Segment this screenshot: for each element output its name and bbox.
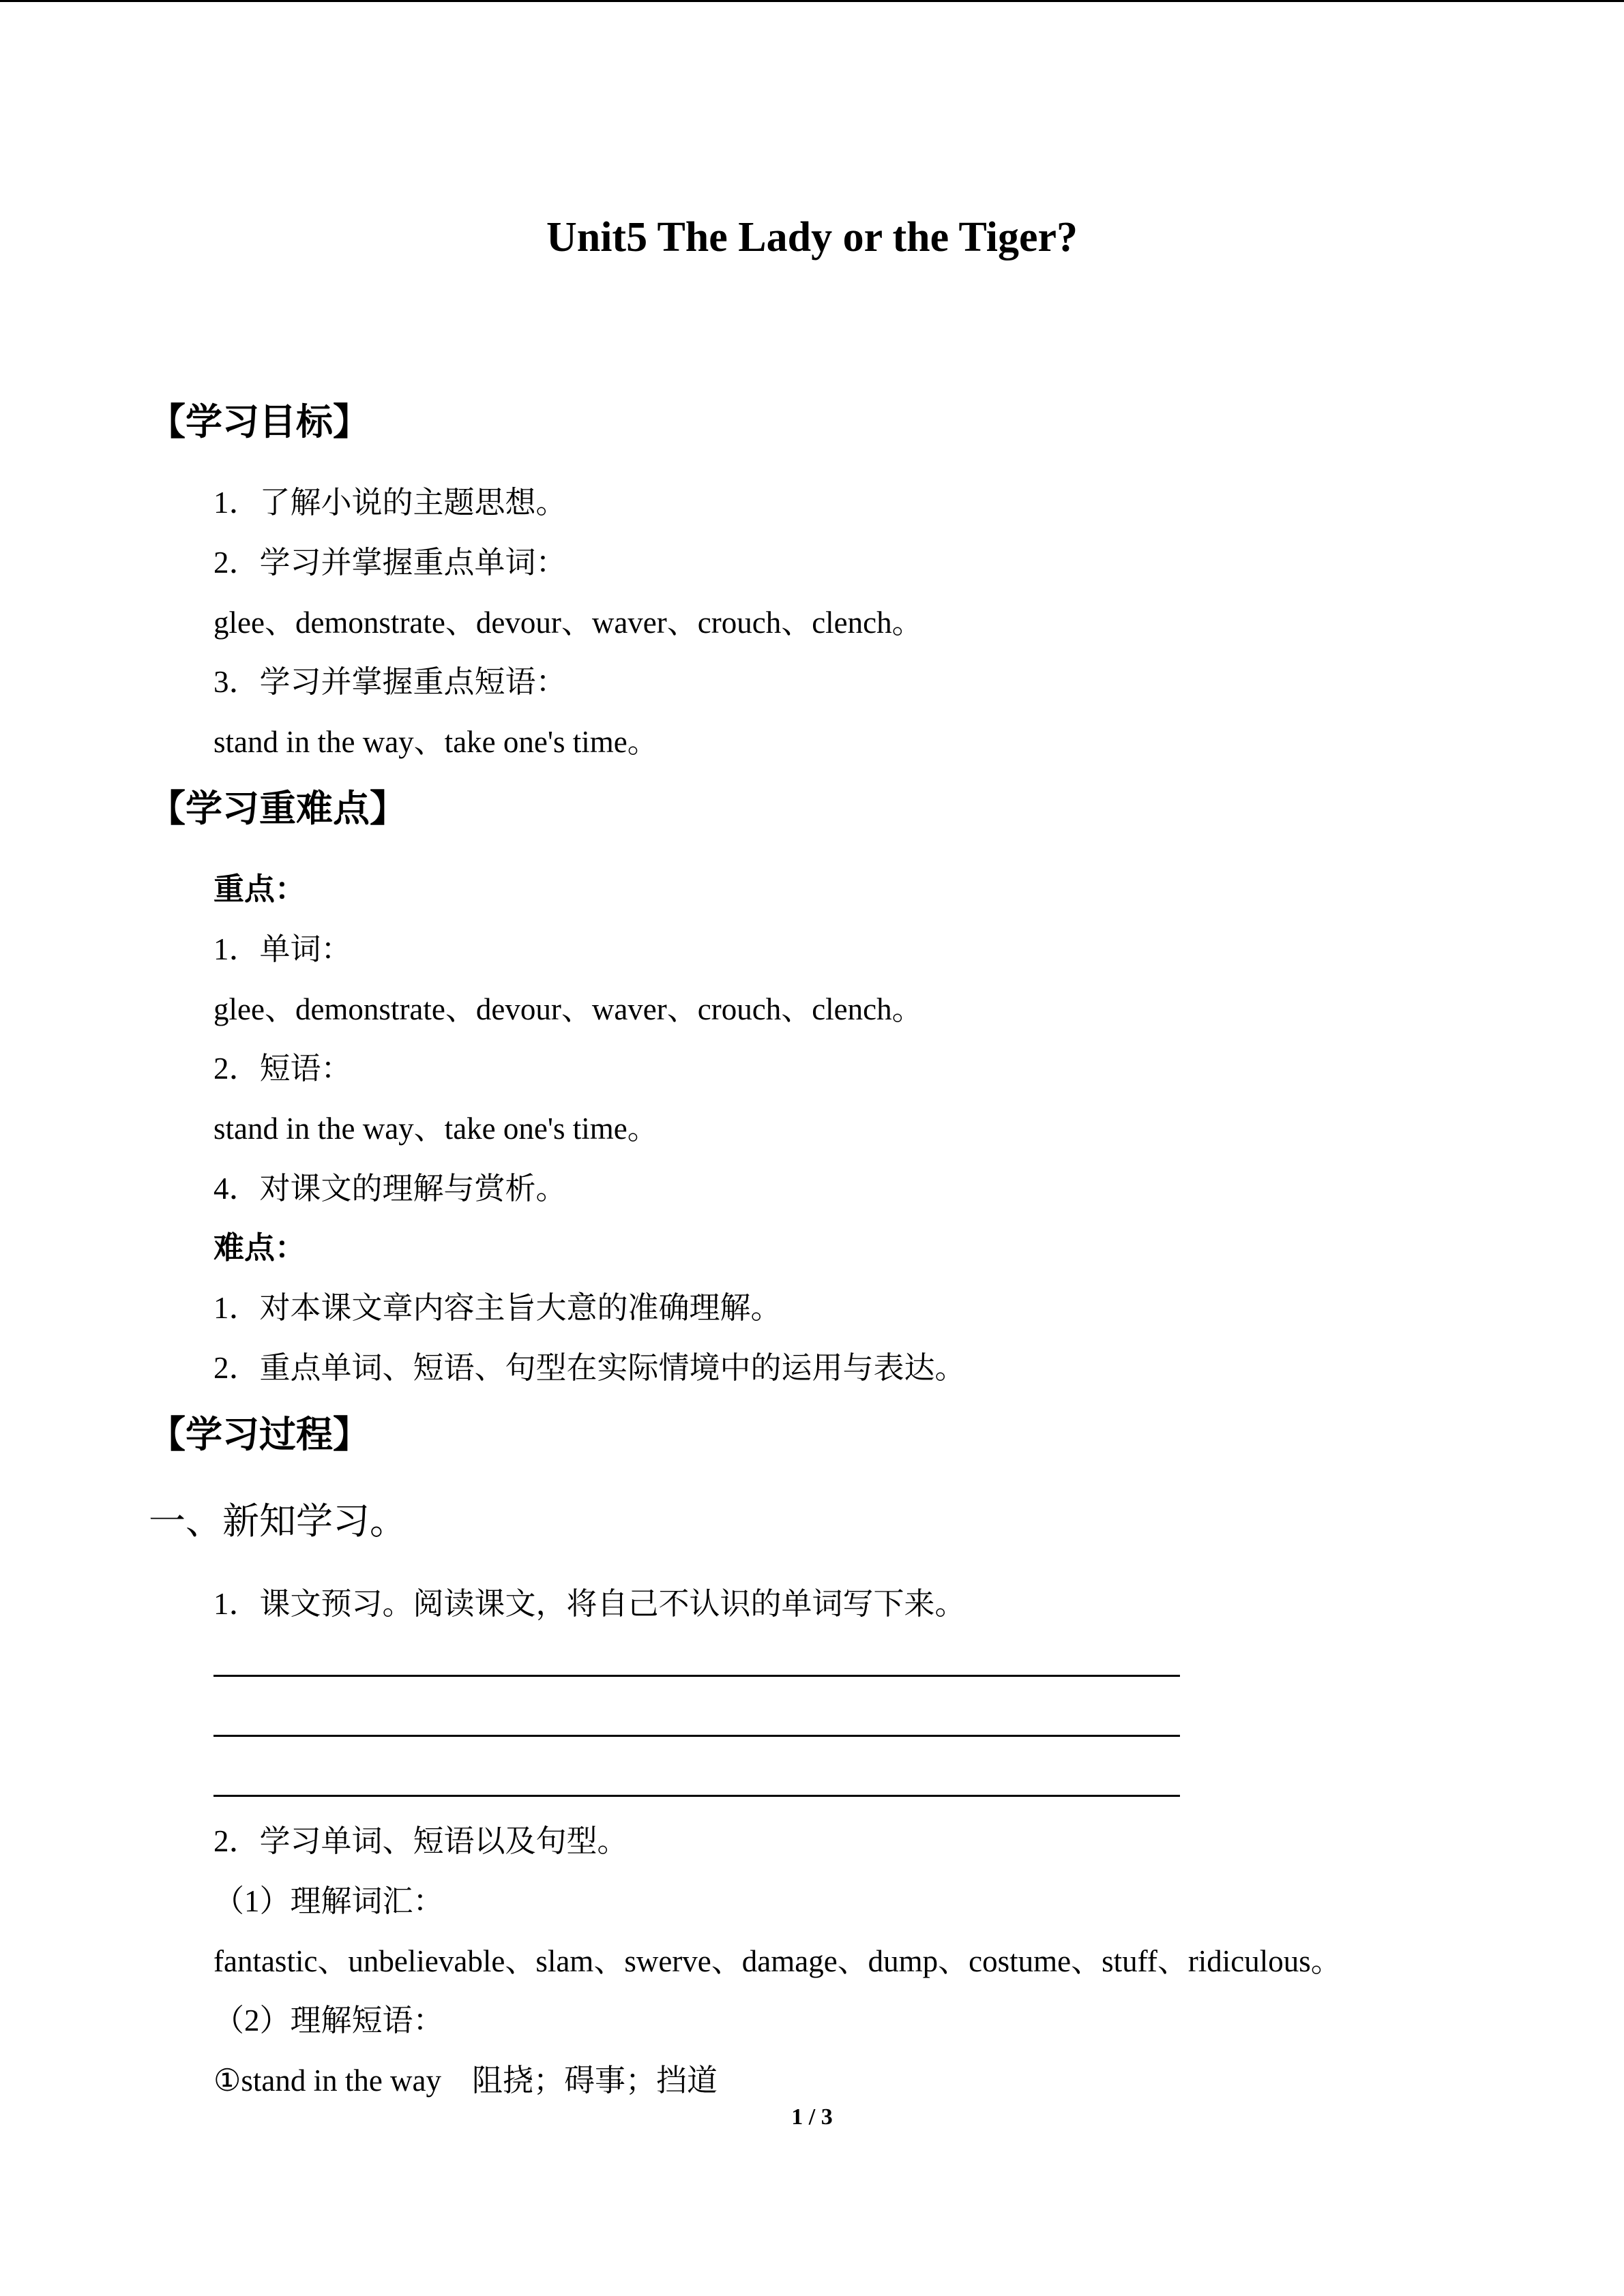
phrase-item: ①stand in the way 阻挠；碍事；挡道 [213, 2063, 718, 2098]
difficult-item: 1．对本课文章内容主旨大意的准确理解。 [213, 1291, 782, 1325]
answer-blank-line [213, 1795, 1180, 1797]
page-title: Unit5 The Lady or the Tiger? [546, 214, 1078, 260]
key-label: 重点： [213, 872, 306, 906]
goal-item: 2．学习并掌握重点单词： [213, 546, 567, 580]
key-item: 1．单词： [213, 932, 352, 966]
sub-label: （2）理解短语： [213, 2003, 444, 2038]
key-item: glee、demonstrate、devour、waver、crouch、clench。 [213, 992, 923, 1026]
section-header-goals: 【学习目标】 [149, 402, 370, 443]
key-item: 2．短语： [213, 1052, 352, 1086]
task-item: 2．学习单词、短语以及句型。 [213, 1824, 628, 1858]
section-header-process: 【学习过程】 [149, 1414, 370, 1455]
vocabulary-list: fantastic、unbelievable、slam、swerve、damage、dump、costume、stuff、ridiculous。 [213, 1944, 1342, 1978]
section-header-key-points: 【学习重难点】 [149, 788, 407, 829]
sub-label: （1）理解词汇： [213, 1884, 444, 1918]
goal-item: stand in the way、take one's time。 [213, 725, 658, 759]
task-item: 1．课文预习。阅读课文，将自己不认识的单词写下来。 [213, 1587, 966, 1621]
part-heading: 一、新知学习。 [149, 1501, 407, 1542]
answer-blank-line [213, 1675, 1180, 1677]
difficult-label: 难点： [213, 1231, 306, 1265]
key-item: 4．对课文的理解与赏析。 [213, 1172, 567, 1206]
goal-item: 1．了解小说的主题思想。 [213, 486, 567, 520]
difficult-item: 2．重点单词、短语、句型在实际情境中的运用与表达。 [213, 1351, 966, 1385]
goal-item: glee、demonstrate、devour、waver、crouch、clench。 [213, 606, 923, 640]
page-number: 1 / 3 [791, 2104, 833, 2130]
goal-item: 3．学习并掌握重点短语： [213, 665, 567, 699]
answer-blank-line [213, 1735, 1180, 1737]
key-item: stand in the way、take one's time。 [213, 1112, 658, 1146]
